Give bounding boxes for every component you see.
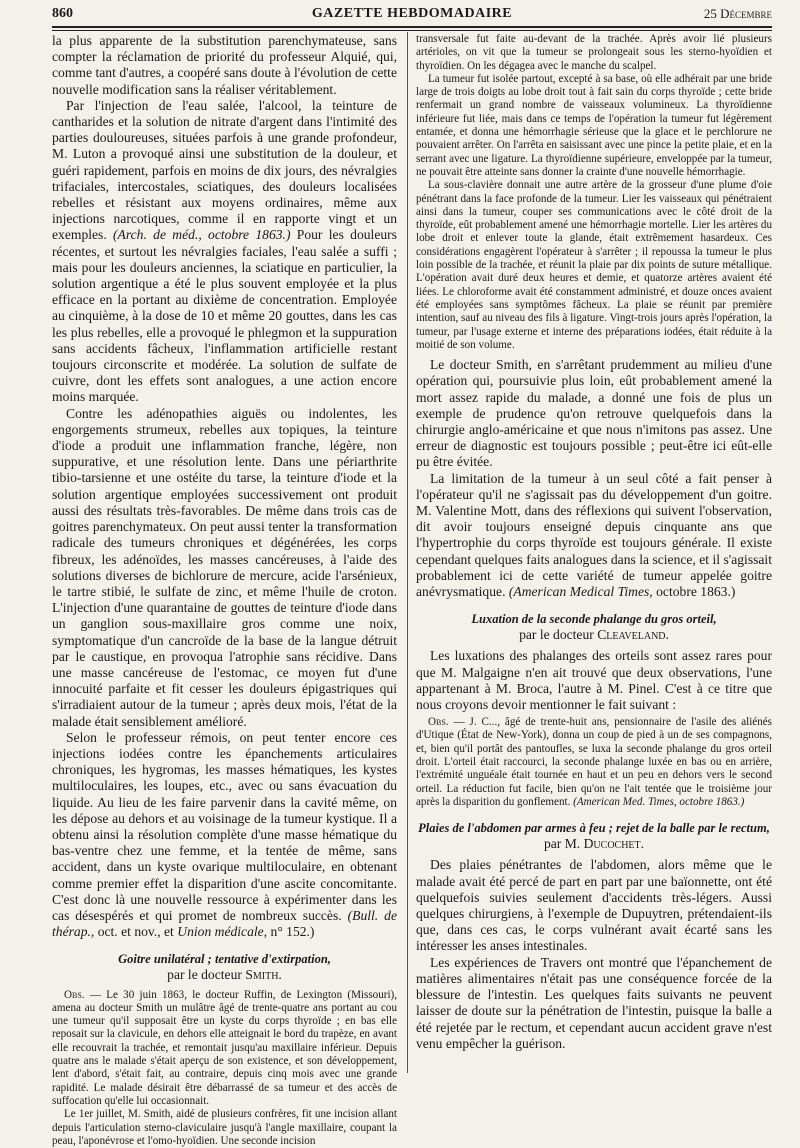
section-author: par le docteur Cleaveland. <box>519 627 669 643</box>
observation-continued: Le 1er juillet, M. Smith, aidé de plusieurs confrères, fit une incision allant depuis l'articulation sterno-claviculaire jusqu'à l'angle maxillaire, coupant la peau, l'aponévrose et l'omo-hyoïdien. Une seconde incision <box>52 1108 397 1147</box>
section-author: par le docteur Smith. <box>167 967 282 983</box>
issue-date: 25 Décembre <box>703 6 772 21</box>
page-number: 860 <box>52 6 73 21</box>
observation: Obs. — Le 30 juin 1863, le docteur Ruffin, de Lexington (Missouri), amena au docteur Smith un mulâtre âgé de trente-quatre ans portant au cou une tumeur qu'il supposait être un kyste du corps thyroïde ; en bas elle reposait sur la clavicule, en dehors elle atteignait le bord du trapèze, en avant elle recouvrait la trachée, et remontait jusqu'au maxillaire inférieur. Depuis quatre ans le malade s'était aperçu de son existence, et son développement, lent d'abord, s'était fait, au contraire, depuis cinq mois avec une grande rapidité. Le malade désirait être débarrassé de sa tumeur et des accès de suffocation qu'elle lui occasionnait. <box>52 988 397 1107</box>
journal-title: GAZETTE HEBDOMADAIRE <box>311 6 513 21</box>
section-title: Luxation de la seconde phalange du gros orteil, <box>471 612 717 627</box>
section-title: Plaies de l'abdomen par armes à feu ; rejet de la balle par le rectum, <box>418 821 770 836</box>
left-column <box>52 33 397 1147</box>
header-rule <box>52 26 772 28</box>
observation-continued: La sous-clavière donnait une autre artère de la grosseur d'une plume d'oie pénétrant dans la face profonde de la tumeur. Lier les vaisseaux qui pénétraient ainsi dans la tumeur, couper ses communications avec le côté droit de la thyroïde, eût probablement amené une hémorrhagie mortelle. Lier les artères du lobe droit et enlever toute la glande, était extrêmement hasardeux. Ces considérations engagèrent l'opérateur à s'arrêter ; il repoussa la tumeur le plus loin possible de la trachée, et réunit la plaie par dix points de suture métallique. L'opération avait duré deux heures et demie, et quatorze artères avaient été liées. Le chloroforme avait été constamment administré, et douze onces avaient été employées sans symptômes fâcheux. La plaie se réunit par première intention, sauf au niveau des fils à ligature. Vingt-trois jours après l'opération, la tumeur, par l'usage externe et interne des préparations iodées, était réduite à la moitié de son volume. <box>416 179 772 351</box>
paragraph: la plus apparente de la substitution parenchymateuse, sans compter la réclamation de priorité du professeur Alquié, qui, comme tant d'autres, a coopéré sans doute à l'évolution de cette nouvelle modification sans la réaliser véritablement. <box>52 33 397 97</box>
paragraph: Par l'injection de l'eau salée, l'alcool, la teinture de cantharides et la solution de nitrate d'argent dans l'intimité des parties douloureuses, situées parfois à une grande profondeur, M. Luton a provoqué ainsi une substitution de la douleur, et guéri rapidement, parfois en moins de dix jours, des névralgies trifaciales, intercostales, sciatiques, des douleurs localisées rebelles et résistant aux moyens ordinaires, même aux injections narcotiques, comme il en rapporte vingt et un exemples. (Arch. de méd., octobre 1863.) Pour les douleurs récentes, et surtout les névralgies faciales, l'eau salée a suffi ; mais pour les douleurs anciennes, la sciatique en particulier, la solution argentique a été le plus souvent employée et la plus efficace en la portant au dixième de concentration. Employée au cinquième, à la dose de 10 et même 20 gouttes, dans les cas les plus rebelles, elle a provoqué le phlegmon et la suppuration sans accidents fâcheux, l'inflammation artificielle restant toujours circonscrite et modérée. La solution de sulfate de cuivre, dont les effets sont analogues, a une action encore moins marquée. <box>52 97 397 405</box>
right-column <box>416 33 772 1073</box>
observation-continued: transversale fut faite au-devant de la trachée. Après avoir lié plusieurs artérioles, on vit que la tumeur se prolongeait sous les sterno-hyoïdien et thyroïdien. On les dégagea avec le manche du scalpel. <box>416 33 772 72</box>
paragraph: Les expériences de Travers ont montré que l'épanchement de matières alimentaires n'était pas une conséquence forcée de la blessure de l'intestin. Les quelques faits suivants ne peuvent laisser de doute sur la pénétration de l'intestin, puisque la balle a été rejetée par le rectum, et cependant aucun accident grave n'est venu empêcher la guérison. <box>416 954 772 1051</box>
paragraph: Le docteur Smith, en s'arrêtant prudemment au milieu d'une opération qui, poursuivie plus loin, eût probablement amené la mort assez rapide du malade, a donné une fois de plus un exemple de prudence qu'on retrouve quelquefois dans la chirurgie anglo-américaine et que nous n'imitons pas assez. Une erreur de diagnostic est toujours possible ; peut-être ici eût-elle pu être évitée. <box>416 357 772 470</box>
observation-continued: La tumeur fut isolée partout, excepté à sa base, où elle adhérait par une bride large de trois doigts au lobe droit tout à fait sain du corps thyroïde ; cette bride renfermait un grand nombre de vaisseaux volumineux. La thyroïdienne inférieure fut liée, mais dans ce temps de l'opération la tumeur fut légèrement entamée, et donna une hémorrhagie sérieuse que la glace et le perchlorure ne pouvaient arrêter. On l'arrêta en saisissant avec une pince la petite plaie, et en la serrant avec une ligature. La thyroïdienne supérieure, enveloppée par la tumeur, ne pouvait être atteinte sans donner la crainte d'une nouvelle hémorrhagie. <box>416 72 772 178</box>
section-author: par M. Ducochet. <box>543 836 645 852</box>
page-header <box>52 6 772 26</box>
paragraph: Contre les adénopathies aiguës ou indolentes, les engorgements strumeux, rebelles aux topiques, la teinture d'iode a produit une inflammation franche, légère, non suppurative, et une résolution lente. Dans une périarthrite tibio-tarsienne et une ostéite du tarse, la teinture d'iode et la solution argentique employées successivement ont produit aussi des résultats très-favorables. De même dans trois cas de goitres parenchymateux. On peut aussi tenter la transformation radicale des tumeurs chroniques et dégénérées, les corps fibreux, les adénoïdes, les masses cancéreuses, à l'aide des solutions diverses de bichlorure de mercure, acide l'arsénieux, le tartre stibié, le sulfate de zinc, et même l'huile de croton. L'injection d'une quarantaine de gouttes de teinture d'iode dans un ganglion sous-maxillaire gros comme une noix, symptomatique d'un cancroïde de la base de la langue détruit par le caustique, en provoqua l'atrophie sans récidive. Dans une masse cancéreuse de l'estomac, ce moyen fut d'une innocuité parfaite et fit cesser les douleurs épigastriques qui s'irradiaient autour de la tumeur ; après deux mois, l'état de la malade était sensiblement amélioré. <box>52 405 397 729</box>
paragraph: Selon le professeur rémois, on peut tenter encore ces injections iodées contre les épanchements articulaires chroniques, les hygromas, les masses hématiques, les kystes multiloculaires, les loupes, etc., avec ou sans évacuation du liquide. Au lieu de les faire parvenir dans la cavité même, on les dépose au dehors et au voisinage de la tumeur kystique. Il a obtenu ainsi la résolution complète d'une masse hématique du bas-ventre chez une femme, et la tentée de même, sans accident, dans un kyste ovarique multiloculaire, en obtenant comme premier effet la disparition d'une ascite concomitante. C'est donc là une nouvelle ressource à expérimenter dans les cas désespérés et qui promet de nombreux succès. (Bull. de thérap., oct. et nov., et Union médicale, n° 152.) <box>52 729 397 940</box>
column-divider <box>407 32 408 1073</box>
paragraph: Les luxations des phalanges des orteils sont assez rares pour que M. Malgaigne n'en ait trouvé que deux observations, l'une appartenant à M. Broca, l'autre à M. Pinel. C'est à ce titre que nous croyons devoir mentionner le fait suivant : <box>416 648 772 712</box>
paragraph: La limitation de la tumeur à un seul côté a fait penser à l'opérateur qu'il ne s'agissait pas du développement d'un goitre. M. Valentine Mott, dans des réflexions qui suivent l'observation, dit avoir toujours enseigné depuis cinquante ans que l'hypertrophie du corps thyroïde est toujours générale. Il existe cependant quelques faits analogues dans la science, et il s'agissait probablement ici de cette variété de tumeur appelée goitre anévrysmatique. (American Medical Times, octobre 1863.) <box>416 470 772 599</box>
section-title: Goitre unilatéral ; tentative d'extirpation, <box>118 952 331 967</box>
header-rule-thin <box>52 30 772 31</box>
observation: Obs. — J. C..., âgé de trente-huit ans, pensionnaire de l'asile des aliénés d'Utique (État de New-York), donna un coup de pied à un de ses compagnons, et, bien qu'il portât des pantoufles, se luxa la seconde phalange du gros orteil droit. L'orteil était raccourci, la seconde phalange luxée en bas ou en arrière, l'extrémité unguéale était tournée en haut et un peu en dehors vers le second orteil. La réduction fut facile, bien qu'on ne l'ait tentée que le troisième jour après la disparition du gonflement. (American Med. Times, octobre 1863.) <box>416 716 772 808</box>
paragraph: Des plaies pénétrantes de l'abdomen, alors même que le malade avait été percé de part en part par une baïonnette, ont été quelquefois suivies seulement d'accidents très-légers. Aussi quelques chirurgiens, à l'exemple de Dupuytren, prétendaient-ils que, dans ces cas, le corps vulnérant avait écarté sans les intéresser les anses intestinales. <box>416 857 772 954</box>
